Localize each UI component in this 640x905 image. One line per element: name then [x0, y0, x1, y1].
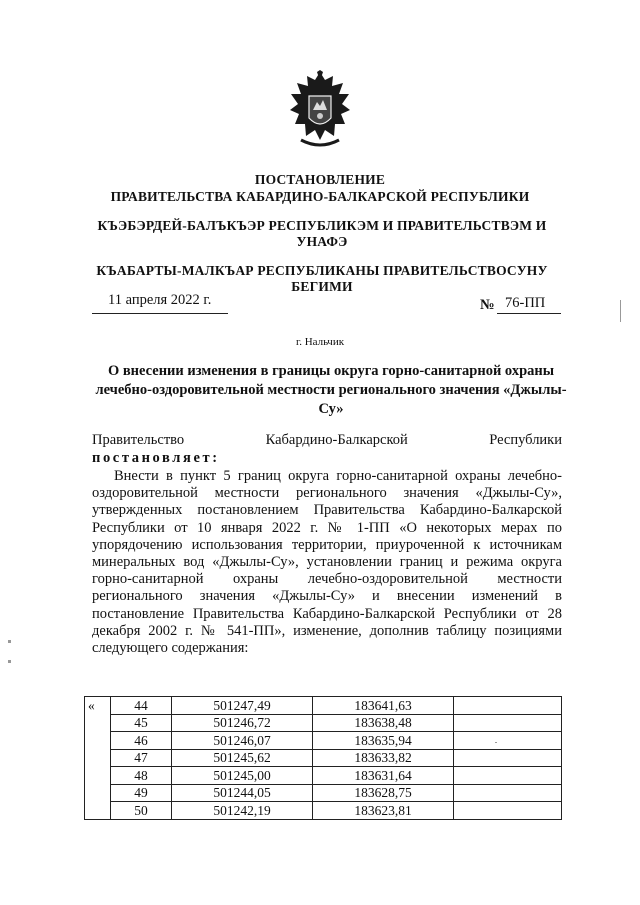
gov-word-2: Кабардино-Балкарской	[265, 432, 408, 448]
point-number-cell: 48	[111, 767, 172, 785]
date-underline	[92, 313, 228, 314]
header-title-resolution: ПОСТАНОВЛЕНИЕ	[254, 172, 386, 187]
empty-cell	[454, 714, 562, 732]
point-number-cell: 46	[111, 732, 172, 750]
document-title: О внесении изменения в границы округа горно-санитарной охраны лечебно-оздоровительной местности регионального значения «Джылы-Су»	[95, 363, 567, 417]
x-coordinate-cell: 501242,19	[172, 802, 313, 820]
header-government-kabardian: КЪЭБЭРДЕЙ-БАЛЪКЪЭР РЕСПУБЛИКЭМ И ПРАВИТЕЛЬСТВЭМ И УНАФЭ	[97, 218, 547, 249]
quote-cell	[85, 784, 111, 802]
government-line	[92, 432, 562, 449]
y-coordinate-cell: 183635,94	[313, 732, 454, 750]
coordinates-table	[84, 696, 562, 820]
y-coordinate-cell: 183623,81	[313, 802, 454, 820]
empty-cell	[454, 732, 562, 750]
quote-cell: «	[85, 697, 111, 715]
y-coordinate-cell: 183633,82	[313, 749, 454, 767]
empty-cell	[454, 784, 562, 802]
resolves-word: постановляет:	[92, 450, 220, 466]
scan-speck	[8, 660, 11, 663]
quote-cell	[85, 749, 111, 767]
city-name: г. Нальчик	[295, 336, 345, 348]
quote-cell	[85, 767, 111, 785]
y-coordinate-cell: 183638,48	[313, 714, 454, 732]
x-coordinate-cell: 501246,07	[172, 732, 313, 750]
number-label: №	[480, 297, 495, 313]
document-date: 11 апреля 2022 г.	[108, 292, 212, 308]
number-underline	[497, 313, 561, 314]
x-coordinate-cell: 501244,05	[172, 784, 313, 802]
table-row	[85, 767, 562, 785]
y-coordinate-cell: 183641,63	[313, 697, 454, 715]
header-government-balkar: КЪАБАРТЫ-МАЛКЪАР РЕСПУБЛИКАНЫ ПРАВИТЕЛЬСТВОСУНУ БЕГИМИ	[96, 263, 548, 294]
empty-cell	[454, 767, 562, 785]
scan-speck	[620, 300, 621, 322]
coat-of-arms-emblem	[287, 70, 353, 152]
scan-speck	[495, 742, 497, 743]
quote-cell	[85, 802, 111, 820]
empty-cell	[454, 749, 562, 767]
header-government-ru: ПРАВИТЕЛЬСТВА КАБАРДИНО-БАЛКАРСКОЙ РЕСПУБЛИКИ	[110, 189, 530, 204]
x-coordinate-cell: 501245,00	[172, 767, 313, 785]
main-paragraph: Внести в пункт 5 границ округа горно-санитарной охраны лечебно-оздоровительной местности регионального значения «Джылы-Су», утвержденных постановлением Правительства Кабардино-Балкарской Республики от 10 января 2022 г. № 1-ПП «О некоторых мерах по упорядочению использования территории, приуроченной к источникам минеральных вод «Джылы-Су», установлении границ и режима округа горно-санитарной охраны лечебно-оздоровительной местности регионального значения «Джылы-Су» и внесении изменений в постановление Правительства Кабардино-Балкарской Республики от 28 декабря 2002 г. № 541-ПП», изменение, дополнив таблицу позициями следующего содержания:	[92, 468, 562, 657]
gov-word-3: Республики	[489, 432, 562, 448]
empty-cell	[454, 697, 562, 715]
point-number-cell: 49	[111, 784, 172, 802]
table-row	[85, 697, 562, 715]
quote-cell	[85, 732, 111, 750]
point-number-cell: 47	[111, 749, 172, 767]
document-number: 76-ПП	[505, 295, 546, 311]
point-number-cell: 44	[111, 697, 172, 715]
x-coordinate-cell: 501247,49	[172, 697, 313, 715]
x-coordinate-cell: 501246,72	[172, 714, 313, 732]
quote-cell	[85, 714, 111, 732]
point-number-cell: 50	[111, 802, 172, 820]
y-coordinate-cell: 183631,64	[313, 767, 454, 785]
table-row	[85, 784, 562, 802]
x-coordinate-cell: 501245,62	[172, 749, 313, 767]
gov-word-1: Правительство	[92, 432, 185, 448]
table-row	[85, 714, 562, 732]
empty-cell	[454, 802, 562, 820]
table-row	[85, 732, 562, 750]
point-number-cell: 45	[111, 714, 172, 732]
table-row	[85, 802, 562, 820]
scan-speck	[8, 640, 11, 643]
y-coordinate-cell: 183628,75	[313, 784, 454, 802]
table-row	[85, 749, 562, 767]
